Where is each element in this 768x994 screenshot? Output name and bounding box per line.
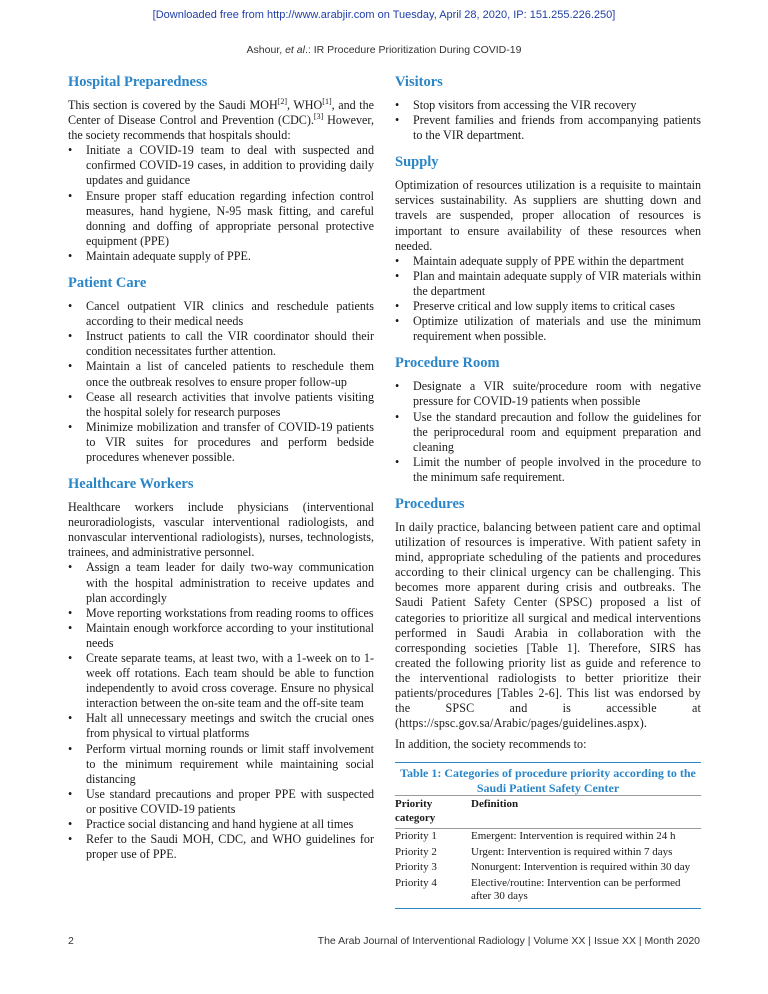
list-item: • Move reporting workstations from reading rooms to offices bbox=[68, 605, 374, 620]
list-item: • Prevent families and friends from accompanying patients to the VIR department. bbox=[395, 113, 701, 143]
procedures-paragraph-2: In addition, the society recommends to: bbox=[395, 737, 587, 752]
left-column bbox=[68, 74, 374, 862]
running-head bbox=[0, 44, 768, 56]
hospital-intro-a: This section is covered by the Saudi MOH bbox=[68, 98, 278, 112]
list-item-text: Maintain adequate supply of PPE. bbox=[86, 248, 251, 263]
list-item: • Maintain a list of canceled patients to reschedule them once the outbreak resolves to ensure proper follow-up bbox=[68, 359, 374, 389]
list-item: • Practice social distancing and hand hygiene at all times bbox=[68, 817, 354, 832]
list-item-text: Maintain adequate supply of PPE within the department bbox=[413, 253, 685, 268]
right-column bbox=[395, 74, 701, 909]
list-item-text: Initiate a COVID-19 team to deal with suspected and confirmed COVID-19 cases, in addition to providing daily updates and guidance bbox=[86, 143, 374, 188]
heading-supply: Supply bbox=[395, 154, 439, 171]
patient-bullets bbox=[68, 299, 374, 465]
heading-procedure-room: Procedure Room bbox=[395, 355, 500, 372]
list-item: • Cease all research activities that involve patients visiting the hospital solely for research purposes bbox=[68, 389, 374, 419]
list-item: • Use the standard precaution and follow the guidelines for the periprocedural room and equipment preparation and cleaning bbox=[395, 409, 701, 454]
running-head-etal: et al bbox=[285, 44, 305, 56]
heading-patient-care: Patient Care bbox=[68, 275, 147, 292]
heading-visitors: Visitors bbox=[395, 74, 443, 90]
ref-cdc[interactable]: [3] bbox=[313, 112, 324, 122]
list-item-text: Practice social distancing and hand hygiene at all times bbox=[86, 817, 354, 832]
table-cell-priority: Priority 3 bbox=[395, 861, 437, 874]
running-head-title: .: IR Procedure Prioritization During COVID-19 bbox=[304, 44, 522, 56]
list-item-text: Move reporting workstations from reading rooms to offices bbox=[86, 605, 374, 620]
list-item: • Instruct patients to call the VIR coordinator should their condition necessitates further attention. bbox=[68, 329, 374, 359]
list-item-text: Instruct patients to call the VIR coordinator should their condition necessitates further attention. bbox=[86, 329, 374, 359]
table-cell-priority: Priority 4 bbox=[395, 876, 471, 909]
table-row bbox=[395, 860, 701, 876]
list-item: • Maintain adequate supply of PPE within the department bbox=[395, 253, 685, 268]
list-item-text: Create separate teams, at least two, with a 1-week on to 1-week off rotations. Each team should be able to function independently to avoid cross coverage. Ensure no physical interaction between the on-site team and the off-site team bbox=[86, 651, 374, 711]
heading-healthcare-workers: Healthcare Workers bbox=[68, 476, 194, 493]
list-item: • Minimize mobilization and transfer of COVID-19 patients to VIR suites for procedures and perform bedside procedures whenever possible. bbox=[68, 419, 374, 464]
ref-moh[interactable]: [2] bbox=[277, 96, 288, 106]
table-cell-definition: Nonurgent: Intervention is required within 30 day bbox=[471, 861, 691, 874]
list-item-text: Maintain enough workforce according to your institutional needs bbox=[86, 620, 374, 650]
workers-intro: Healthcare workers include physicians (interventional neuroradiologists, vascular interventional radiologists, and nonvascular interventional radiologists), nurses, technologists, trainees, and administrative personnel. bbox=[68, 500, 374, 560]
table-row bbox=[395, 876, 701, 909]
list-item: • Optimize utilization of materials and use the minimum requirement when possible. bbox=[395, 314, 701, 344]
list-item-text: Use standard precautions and proper PPE with suspected or positive COVID-19 patients bbox=[86, 786, 374, 816]
list-item-text: Use the standard precaution and follow the guidelines for the periprocedural room and equipment preparation and cleaning bbox=[413, 409, 701, 454]
list-item: • Perform virtual morning rounds or limit staff involvement to the minimum requirement while maintaining social distancing bbox=[68, 741, 374, 786]
journal-footer: The Arab Journal of Interventional Radiology | Volume XX | Issue XX | Month 2020 bbox=[317, 935, 700, 947]
table-cell-definition: Elective/routine: Intervention can be performed after 30 days bbox=[471, 876, 701, 909]
table-cell-definition: Urgent: Intervention is required within 7 days bbox=[471, 845, 673, 858]
list-item: • Stop visitors from accessing the VIR recovery bbox=[395, 98, 637, 112]
workers-bullets bbox=[68, 560, 374, 862]
list-item-text: Limit the number of people involved in the procedure to the minimum safe requirement. bbox=[413, 454, 701, 484]
visitors-bullets bbox=[395, 98, 701, 143]
table-cell-definition: Emergent: Intervention is required within 24 h bbox=[471, 830, 676, 843]
download-notice: [Downloaded free from http://www.arabjir.com on Tuesday, April 28, 2020, IP: 151.255.226.250] bbox=[152, 9, 616, 21]
supply-bullets bbox=[395, 254, 701, 345]
list-item: • Preserve critical and low supply items to critical cases bbox=[395, 299, 675, 314]
table-row bbox=[395, 845, 701, 861]
table-row bbox=[395, 829, 701, 845]
list-item: • Refer to the Saudi MOH, CDC, and WHO guidelines for proper use of PPE. bbox=[68, 832, 374, 862]
list-item: • Cancel outpatient VIR clinics and reschedule patients according to their medical needs bbox=[68, 299, 374, 329]
room-bullets bbox=[395, 379, 701, 485]
list-item: • Plan and maintain adequate supply of VIR materials within the department bbox=[395, 268, 701, 298]
hospital-intro-c: , and the Center of Disease Control and Prevention (CDC). bbox=[68, 98, 374, 128]
table-cell-priority: Priority 1 bbox=[395, 830, 437, 843]
list-item: • Ensure proper staff education regarding infection control measures, hand hygiene, N-95 mask fitting, and careful donning and doffing of appropriate personal protective equipment (PPE) bbox=[68, 188, 374, 248]
page-number: 2 bbox=[68, 935, 74, 947]
table-cell-priority: Priority 2 bbox=[395, 845, 437, 858]
table-caption: Table 1: Categories of procedure priority according to the Saudi Patient Safety Center bbox=[395, 762, 701, 795]
priority-table bbox=[395, 795, 701, 909]
hospital-intro bbox=[68, 98, 374, 143]
list-item: • Create separate teams, at least two, with a 1-week on to 1-week off rotations. Each team should be able to function independently to avoid cross coverage. Ensure no physical interaction between the on-site team and the off-site team bbox=[68, 651, 374, 711]
list-item-text: Assign a team leader for daily two-way communication with the hospital administration to receive updates and plan accordingly bbox=[86, 560, 374, 605]
hospital-intro-b: , WHO bbox=[287, 98, 323, 112]
hospital-bullets bbox=[68, 143, 374, 264]
list-item: • Maintain adequate supply of PPE. bbox=[68, 248, 251, 263]
list-item-text: Cease all research activities that involve patients visiting the hospital solely for research purposes bbox=[86, 389, 374, 419]
list-item: • Limit the number of people involved in the procedure to the minimum safe requirement. bbox=[395, 454, 701, 484]
list-item-text: Preserve critical and low supply items to critical cases bbox=[413, 299, 675, 314]
hospital-intro-d: However, the society recommends that hospitals should: bbox=[68, 113, 374, 143]
heading-procedures: Procedures bbox=[395, 495, 465, 512]
list-item-text: Designate a VIR suite/procedure room with negative pressure for COVID-19 patients when possible bbox=[413, 379, 701, 409]
table-header-definition: Definition bbox=[471, 796, 701, 829]
list-item-text: Minimize mobilization and transfer of COVID-19 patients to VIR suites for procedures and perform bedside procedures whenever possible. bbox=[86, 419, 374, 464]
table-header-priority: Priority category bbox=[395, 796, 471, 829]
list-item: • Maintain enough workforce according to your institutional needs bbox=[68, 620, 374, 650]
list-item-text: Stop visitors from accessing the VIR recovery bbox=[413, 98, 637, 112]
list-item-text: Perform virtual morning rounds or limit staff involvement to the minimum requirement while maintaining social distancing bbox=[86, 741, 374, 786]
table-header-row bbox=[395, 796, 701, 829]
list-item: • Initiate a COVID-19 team to deal with suspected and confirmed COVID-19 cases, in addition to providing daily updates and guidance bbox=[68, 143, 374, 188]
list-item-text: Prevent families and friends from accompanying patients to the VIR department. bbox=[413, 113, 701, 143]
procedures-paragraph: In daily practice, balancing between patient care and optimal utilization of resources is imperative. With patient safety in mind, appropriate scheduling of the patients and procedures according to their clinical urgency can be challenging. This becomes more apparent during crisis and outbreaks. The Saudi Patient Safety Center (SPSC) proposed a list of categories to prioritize all surgical and medical interventions performed in Saudi Arabia in collaboration with the corresponding societies [Table 1]. Therefore, SIRS has created the following priority list as guide and reference to the interventional radiologists to better prioritize their patients/procedures [Tables 2-6]. This list was endorsed by the SPSC and is accessible at (https://spsc.gov.sa/Arabic/pages/guidelines.aspx). bbox=[395, 519, 701, 731]
list-item: • Use standard precautions and proper PPE with suspected or positive COVID-19 patients bbox=[68, 786, 374, 816]
list-item-text: Halt all unnecessary meetings and switch the crucial ones from physical to virtual platforms bbox=[86, 711, 374, 741]
ref-who[interactable]: [1] bbox=[322, 96, 332, 106]
list-item-text: Maintain a list of canceled patients to reschedule them once the outbreak resolves to ensure proper follow-up bbox=[86, 359, 374, 389]
list-item-text: Plan and maintain adequate supply of VIR materials within the department bbox=[413, 268, 701, 298]
list-item: • Designate a VIR suite/procedure room with negative pressure for COVID-19 patients when possible bbox=[395, 379, 701, 409]
list-item-text: Ensure proper staff education regarding infection control measures, hand hygiene, N-95 mask fitting, and careful donning and doffing of appropriate personal protective equipment (PPE) bbox=[86, 188, 374, 248]
list-item-text: Cancel outpatient VIR clinics and reschedule patients according to their medical needs bbox=[86, 299, 374, 329]
supply-intro: Optimization of resources utilization is a requisite to maintain services sustainability. As suppliers are shutting down and travels are suspended, proper allocation of resources is important to ensure availability of these resources when needed. bbox=[395, 178, 701, 253]
list-item: • Halt all unnecessary meetings and switch the crucial ones from physical to virtual platforms bbox=[68, 711, 374, 741]
list-item: • Assign a team leader for daily two-way communication with the hospital administration to receive updates and plan accordingly bbox=[68, 560, 374, 605]
heading-hospital-preparedness: Hospital Preparedness bbox=[68, 74, 208, 90]
list-item-text: Optimize utilization of materials and use the minimum requirement when possible. bbox=[413, 314, 701, 344]
running-head-author: Ashour, bbox=[246, 44, 286, 56]
list-item-text: Refer to the Saudi MOH, CDC, and WHO guidelines for proper use of PPE. bbox=[86, 832, 374, 862]
